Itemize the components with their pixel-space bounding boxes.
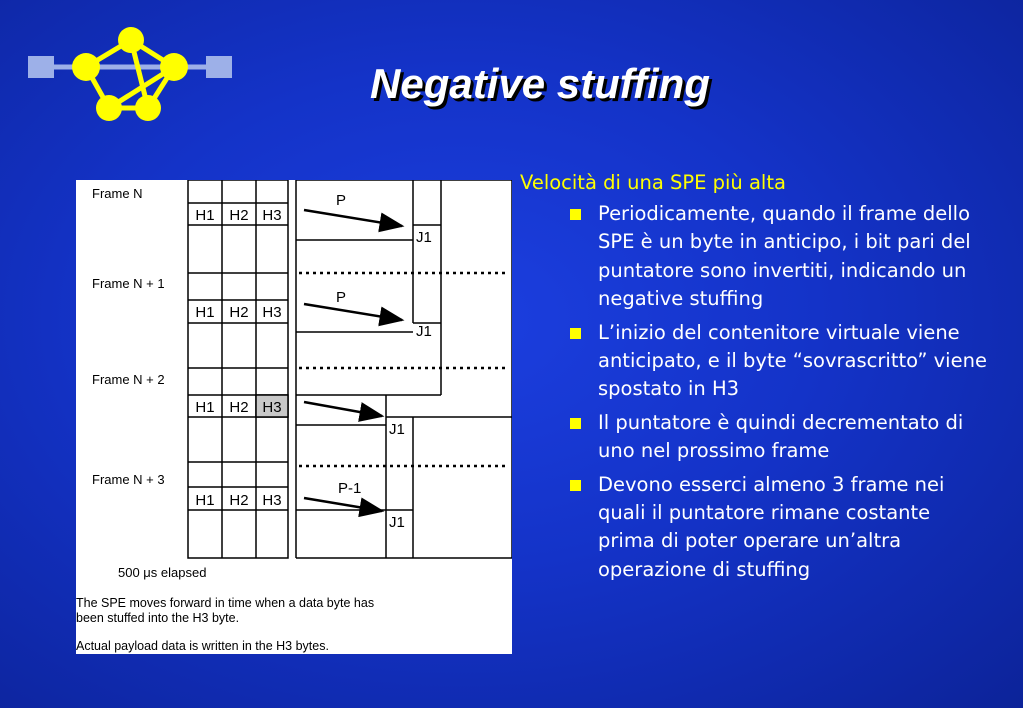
bullet-square-icon — [570, 209, 581, 220]
pointer-label: P — [336, 289, 347, 306]
bullet-item — [520, 200, 990, 314]
h3-label: H3 — [262, 492, 282, 509]
stuffing-diagram — [76, 180, 512, 654]
frame-label-1: Frame N + 1 — [92, 276, 165, 291]
bullet-text: Periodicamente, quando il frame dello SPE è un byte in anticipo, i bit pari del puntatore sono invertiti, indicando un negative stuffing — [598, 202, 971, 311]
h2-label: H2 — [229, 207, 249, 224]
h2-label: H2 — [229, 492, 249, 509]
bullet-list — [520, 200, 990, 584]
bullet-text: Il puntatore è quindi decrementato di uno nel prossimo frame — [598, 410, 964, 463]
j1-label: J1 — [389, 514, 405, 531]
elapsed-label: 500 μs elapsed — [118, 565, 207, 580]
pointer-label: P-1 — [338, 480, 362, 497]
frame-label-2: Frame N + 2 — [92, 372, 165, 387]
frame-label-0: Frame N — [92, 186, 143, 201]
bullet-panel — [520, 170, 990, 589]
slide-title: Negative stuffing — [370, 60, 710, 107]
h1-label: H1 — [195, 207, 215, 224]
caption-payload: Actual payload data is written in the H3 bytes. — [76, 639, 329, 653]
bullet-text: L’inizio del contenitore virtuale viene anticipato, e il byte “sovrascritto” viene spostato in H3 — [598, 320, 987, 401]
frame-label-3: Frame N + 3 — [92, 472, 165, 487]
bullet-item — [520, 319, 990, 404]
h2-label: H2 — [229, 399, 249, 416]
h3-label: H3 — [262, 304, 282, 321]
bullet-square-icon — [570, 480, 581, 491]
bullet-item — [520, 471, 990, 585]
h3-label: H3 — [262, 207, 282, 224]
bullet-square-icon — [570, 418, 581, 429]
j1-label: J1 — [416, 323, 432, 340]
j1-label: J1 — [389, 421, 405, 438]
h1-label: H1 — [195, 304, 215, 321]
h3-label: H3 — [262, 399, 282, 416]
h2-label: H2 — [229, 304, 249, 321]
bullet-item — [520, 409, 990, 466]
bullet-text: Devono esserci almeno 3 frame nei quali il puntatore rimane costante prima di poter operare un’altra operazione di stuffing — [598, 472, 945, 581]
j1-label: J1 — [416, 229, 432, 246]
caption-stuffing: The SPE moves forward in time when a data byte has been stuffed into the H3 byte. — [76, 596, 375, 625]
h1-label: H1 — [195, 492, 215, 509]
lead-text: Velocità di una SPE più alta — [520, 171, 786, 194]
bullet-square-icon — [570, 328, 581, 339]
pointer-label: P — [336, 192, 347, 209]
h1-label: H1 — [195, 399, 215, 416]
